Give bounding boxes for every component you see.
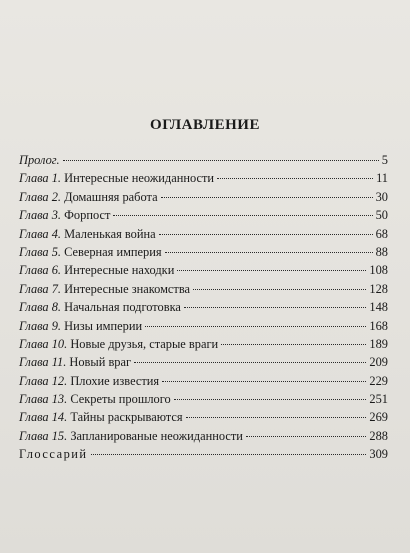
chapter-label: Глава 1. — [19, 171, 62, 186]
toc-entry-text — [19, 335, 218, 353]
dot-leader — [159, 234, 373, 235]
chapter-label: Глава 14. — [19, 410, 68, 425]
chapter-title: Тайны раскрываются — [70, 410, 183, 425]
toc-entry-text — [19, 169, 214, 187]
toc-entry — [19, 353, 388, 371]
page-number: 30 — [375, 189, 388, 204]
chapter-title: Форпост — [64, 208, 111, 223]
page-number: 128 — [369, 281, 388, 296]
page-number: 269 — [369, 410, 388, 425]
chapter-title: Интересные знакомства — [64, 281, 191, 296]
chapter-title: Низы империи — [64, 318, 143, 333]
chapter-label: Глава 10. — [19, 336, 68, 351]
chapter-title: Новые друзья, старые враги — [70, 336, 219, 351]
chapter-label: Глава 4. — [19, 226, 62, 241]
chapter-title: Северная империя — [64, 244, 162, 259]
toc-entry-glossary — [19, 445, 388, 463]
toc-entry — [19, 243, 388, 261]
page-number: 148 — [369, 300, 388, 315]
chapter-title: Маленькая война — [64, 226, 156, 241]
chapter-label: Глава 5. — [19, 244, 62, 259]
chapter-title: Домашняя работа — [64, 189, 158, 204]
chapter-title: Запланированые неожиданности — [70, 428, 243, 443]
toc-entry-text — [19, 372, 159, 390]
toc-entry-text — [19, 280, 190, 298]
toc-entry-text — [19, 206, 110, 224]
chapter-label: Пролог. — [19, 153, 60, 167]
toc-entry — [19, 390, 388, 408]
toc-entry-text — [19, 225, 156, 243]
chapter-label: Глава 2. — [19, 189, 62, 204]
toc-entry-text — [19, 261, 174, 279]
dot-leader — [113, 215, 372, 216]
chapter-label: Глава 3. — [19, 208, 62, 223]
chapter-title: Интересные находки — [64, 263, 175, 278]
dot-leader — [162, 381, 366, 382]
chapter-title: Интересные неожиданности — [64, 171, 215, 186]
toc-entry — [19, 151, 388, 169]
toc-entry — [19, 372, 388, 390]
chapter-label: Глава 8. — [19, 300, 62, 315]
toc-entry — [19, 427, 388, 445]
chapter-label: Глава 6. — [19, 263, 62, 278]
toc-entry — [19, 206, 388, 224]
toc-entry-text — [19, 317, 142, 335]
toc-entry — [19, 298, 388, 316]
page-number: 309 — [369, 447, 388, 462]
page-number: 108 — [369, 263, 388, 278]
toc-entry — [19, 408, 388, 426]
chapter-label: Глава 12. — [19, 373, 68, 388]
toc-entry-text — [19, 243, 162, 261]
dot-leader — [186, 417, 367, 418]
chapter-label: Глава 11. — [19, 355, 67, 370]
page-number: 11 — [376, 171, 388, 186]
toc-entry-text — [19, 188, 158, 206]
page-number: 251 — [369, 392, 388, 407]
dot-leader — [161, 197, 373, 198]
dot-leader — [63, 160, 379, 161]
dot-leader — [174, 399, 367, 400]
dot-leader — [134, 362, 366, 363]
toc-entry — [19, 335, 388, 353]
dot-leader — [246, 436, 367, 437]
chapter-title: Секреты прошлого — [70, 392, 171, 407]
page-number: 189 — [369, 336, 388, 351]
chapter-label: Глава 9. — [19, 318, 62, 333]
toc-entry-text — [19, 427, 243, 445]
toc-entry — [19, 317, 388, 335]
page-number: 168 — [369, 318, 388, 333]
toc-entry — [19, 280, 388, 298]
dot-leader — [221, 344, 366, 345]
chapter-title: Плохие известия — [70, 373, 160, 388]
page-number: 88 — [375, 244, 388, 259]
toc-entry — [19, 225, 388, 243]
dot-leader — [165, 252, 373, 253]
page-number: 50 — [375, 208, 388, 223]
dot-leader — [145, 326, 366, 327]
toc-entry-text — [19, 353, 131, 371]
dot-leader — [91, 454, 367, 455]
chapter-title: Новый враг — [69, 355, 132, 370]
page-number: 288 — [369, 428, 388, 443]
toc-entry — [19, 188, 388, 206]
dot-leader — [217, 178, 373, 179]
chapter-label: Глава 7. — [19, 281, 62, 296]
dot-leader — [177, 270, 366, 271]
toc-entry — [19, 169, 388, 187]
toc-entry-text — [19, 408, 183, 426]
page-number: 229 — [369, 373, 388, 388]
toc-entry-text — [19, 151, 60, 169]
table-of-contents — [19, 151, 388, 464]
toc-entry-text — [19, 298, 181, 316]
page-number: 68 — [375, 226, 388, 241]
toc-entry-text — [19, 390, 171, 408]
page-number: 5 — [381, 153, 388, 167]
toc-entry — [19, 261, 388, 279]
chapter-label: Глава 15. — [19, 428, 68, 443]
page-number: 209 — [369, 355, 388, 370]
dot-leader — [184, 307, 367, 308]
dot-leader — [193, 289, 366, 290]
chapter-title: Начальная подготовка — [64, 300, 181, 315]
page-title: ОГЛАВЛЕНИЕ — [150, 117, 260, 133]
glossary-label: Глоссарий — [19, 447, 88, 462]
chapter-label: Глава 13. — [19, 392, 68, 407]
